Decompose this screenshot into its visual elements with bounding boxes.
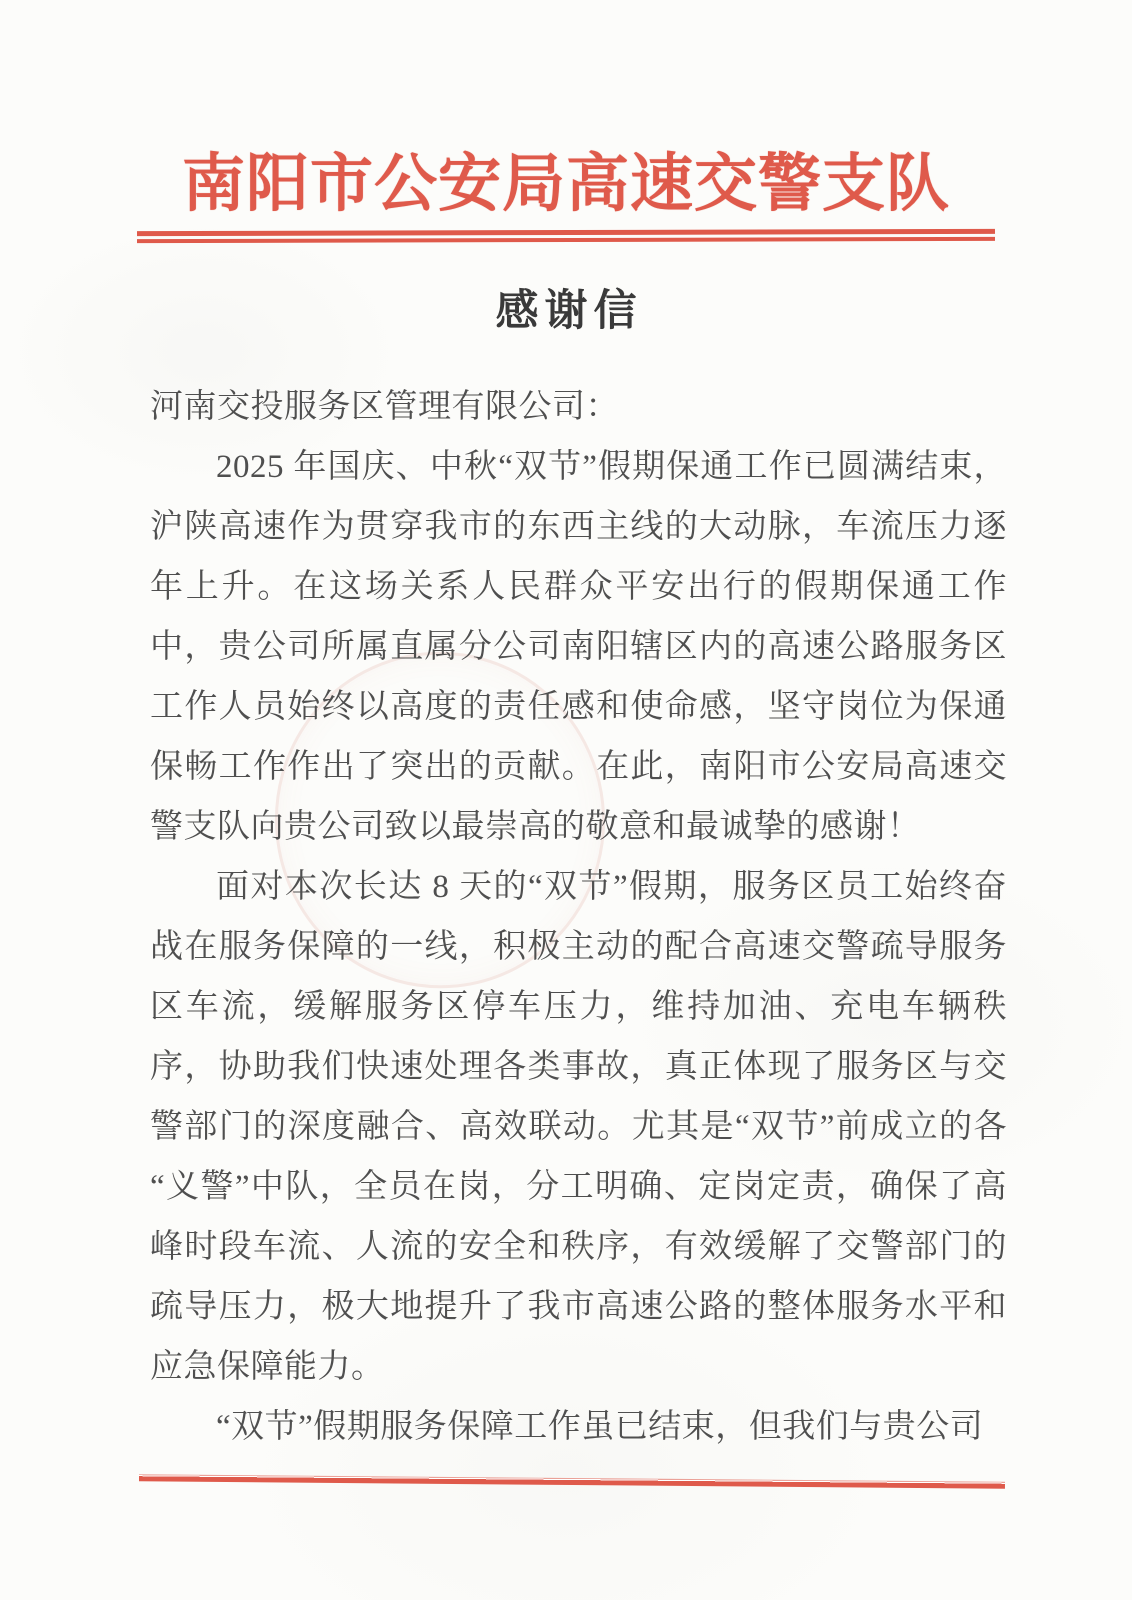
letterhead-divider-rule [137, 229, 995, 243]
letter-paragraph-2: 面对本次长达 8 天的“双节”假期，服务区员工始终奋战在服务保障的一线，积极主动的配合高速交警疏导服务区车流，缓解服务区停车压力，维持加油、充电车辆秩序，协助我们快速处理各类事故，真正体现了服务区与交警部门的深度融合、高效联动。尤其是“双节”前成立的各“义警”中队，全员在岗，分工明确、定岗定责，确保了高峰时段车流、人流的安全和秩序，有效缓解了交警部门的疏导压力，极大地提升了我市高速公路的整体服务水平和应急保障能力。 [150, 869, 1007, 1385]
letter-paragraph-1: 2025 年国庆、中秋“双节”假期保通工作已圆满结束，沪陕高速作为贯穿我市的东西主线的大动脉，车流压力逐年上升。在这场关系人民群众平安出行的假期保通工作中，贵公司所属直属分公司南阳辖区内的高速公路服务区工作人员始终以高度的责任感和使命感，坚守岗位为保通保畅工作作出了突出的贡献。在此，南阳市公安局高速交警支队向贵公司致以最崇高的敬意和最诚挚的感谢！ [150, 449, 1007, 845]
letterhead-org-name: 南阳市公安局高速交警支队 [182, 149, 950, 219]
letter-title: 感谢信 [495, 288, 643, 335]
letter-paragraph-3: “双节”假期服务保障工作虽已结束，但我们与贵公司 [216, 1409, 984, 1445]
letterhead [0, 0, 1132, 242]
salutation: 河南交投服务区管理有限公司： [150, 389, 619, 425]
footer-divider-rule [139, 1474, 1005, 1489]
letter-body [150, 377, 1007, 1457]
